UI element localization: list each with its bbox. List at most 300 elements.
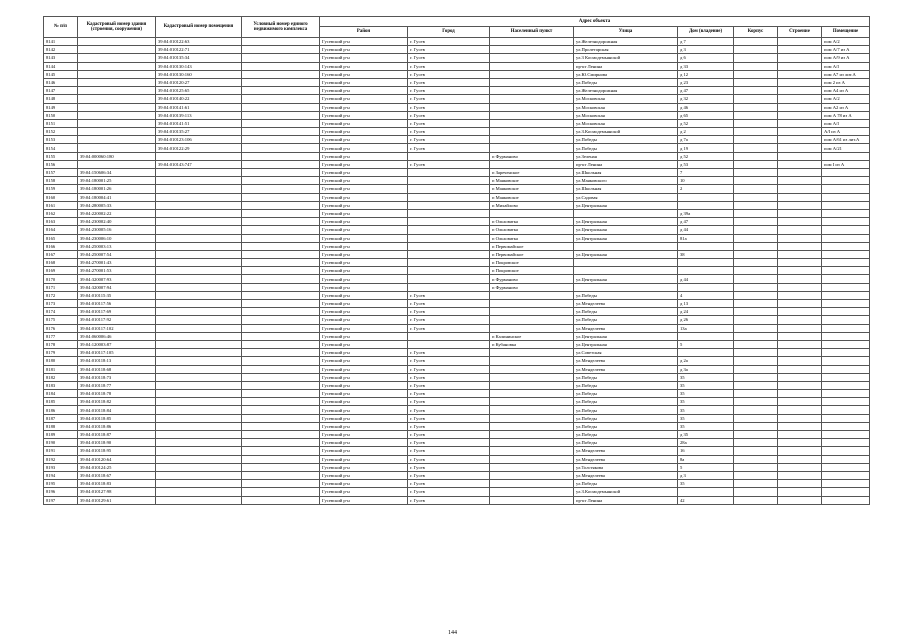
cell-row-num: 8174 (44, 308, 78, 316)
cell-premises (822, 291, 870, 299)
table-row (44, 54, 870, 62)
cell-premises-cadastral (156, 316, 242, 324)
table-row (44, 250, 870, 258)
cell-building (734, 128, 778, 136)
cell-settlement (490, 209, 574, 217)
table-row (44, 38, 870, 46)
cell-row-num: 8181 (44, 365, 78, 373)
cell-premises (822, 414, 870, 422)
cell-row-num: 8164 (44, 226, 78, 234)
table-row (44, 136, 870, 144)
cell-building (734, 308, 778, 316)
cell-building-cadastral: 39:04:180004:41 (78, 193, 156, 201)
cell-building (734, 54, 778, 62)
cell-conditional-number (242, 308, 320, 316)
cell-settlement (490, 111, 574, 119)
cell-street: ул.Победы (574, 422, 678, 430)
cell-district: Гусевский р-н (320, 87, 408, 95)
cell-premises-cadastral: 39:04:010122:63 (156, 38, 242, 46)
cell-house: д 44 (678, 226, 734, 234)
cell-city: г. Гусев (408, 111, 490, 119)
cell-settlement (490, 414, 574, 422)
table-row (44, 78, 870, 86)
cell-row-num: 8193 (44, 463, 78, 471)
cell-street: ул.Садовая (574, 193, 678, 201)
header-premises: Помещение (822, 27, 870, 38)
cell-house: д 24 (678, 308, 734, 316)
cell-city (408, 332, 490, 340)
cell-building (734, 439, 778, 447)
cell-conditional-number (242, 87, 320, 95)
cell-structure (778, 250, 822, 258)
cell-premises-cadastral (156, 349, 242, 357)
cell-district: Гусевский р-н (320, 447, 408, 455)
cell-conditional-number (242, 95, 320, 103)
cell-row-num: 8156 (44, 160, 78, 168)
cell-premises-cadastral (156, 267, 242, 275)
cell-premises-cadastral (156, 480, 242, 488)
cell-settlement (490, 95, 574, 103)
cell-row-num: 8163 (44, 218, 78, 226)
cell-building-cadastral: 39:04:220002:22 (78, 209, 156, 217)
cell-district: Гусевский р-н (320, 218, 408, 226)
cell-settlement: п Фурманово (490, 275, 574, 283)
cell-street: ул.Менделеева (574, 324, 678, 332)
cell-city (408, 193, 490, 201)
cell-conditional-number (242, 62, 320, 70)
cell-building-cadastral: 39:04:250007:54 (78, 250, 156, 258)
cell-premises-cadastral: 39:04:010143:747 (156, 160, 242, 168)
cell-conditional-number (242, 177, 320, 185)
cell-premises: пом А/2 (822, 95, 870, 103)
cell-row-num: 8173 (44, 300, 78, 308)
cell-premises (822, 185, 870, 193)
register-sheet (43, 16, 869, 505)
table-row (44, 234, 870, 242)
table-row (44, 439, 870, 447)
cell-district: Гусевский р-н (320, 471, 408, 479)
table-row (44, 398, 870, 406)
cell-premises: пом I из А (822, 160, 870, 168)
cell-building (734, 365, 778, 373)
cell-settlement: п Первомайское (490, 250, 574, 258)
cell-building (734, 70, 778, 78)
cell-building-cadastral: 39:04:010118:86 (78, 422, 156, 430)
cell-structure (778, 136, 822, 144)
cell-conditional-number (242, 259, 320, 267)
table-row (44, 414, 870, 422)
cell-premises: пом А/I (822, 119, 870, 127)
cell-house: д 23 (678, 78, 734, 86)
cell-building (734, 316, 778, 324)
table-row (44, 308, 870, 316)
cell-city: г. Гусев (408, 357, 490, 365)
cell-premises (822, 242, 870, 250)
cell-street (574, 209, 678, 217)
cell-district: Гусевский р-н (320, 234, 408, 242)
cell-structure (778, 357, 822, 365)
cell-building (734, 496, 778, 504)
cell-conditional-number (242, 70, 320, 78)
cell-house: 16 (678, 447, 734, 455)
table-row (44, 46, 870, 54)
cell-house (678, 242, 734, 250)
cell-premises-cadastral: 39:04:010141:51 (156, 119, 242, 127)
table-row (44, 406, 870, 414)
cell-city (408, 218, 490, 226)
cell-conditional-number (242, 332, 320, 340)
cell-premises-cadastral: 39:04:010141:61 (156, 103, 242, 111)
cell-building-cadastral: 39:04:060006:46 (78, 332, 156, 340)
cell-structure (778, 95, 822, 103)
cell-settlement (490, 488, 574, 496)
cell-settlement (490, 422, 574, 430)
cell-conditional-number (242, 54, 320, 62)
cell-row-num: 8161 (44, 201, 78, 209)
cell-structure (778, 406, 822, 414)
cell-street: ул.Победы (574, 431, 678, 439)
cell-settlement (490, 439, 574, 447)
table-row (44, 496, 870, 504)
cell-premises (822, 455, 870, 463)
cell-building (734, 300, 778, 308)
cell-conditional-number (242, 201, 320, 209)
cell-row-num: 8162 (44, 209, 78, 217)
cell-district: Гусевский р-н (320, 267, 408, 275)
cell-conditional-number (242, 283, 320, 291)
cell-street: ул.Победы (574, 316, 678, 324)
cell-structure (778, 193, 822, 201)
cell-building (734, 283, 778, 291)
cell-premises-cadastral: 39:04:010120:27 (156, 78, 242, 86)
cell-building (734, 422, 778, 430)
cell-conditional-number (242, 431, 320, 439)
header-settlement: Населенный пункт (490, 27, 574, 38)
cell-street: ул.Школьная (574, 185, 678, 193)
cell-building-cadastral: 39:04:010118:85 (78, 414, 156, 422)
cell-premises-cadastral: 39:04:010135:34 (156, 54, 242, 62)
cell-district: Гусевский р-н (320, 488, 408, 496)
cell-city: г. Гусев (408, 54, 490, 62)
cell-premises (822, 357, 870, 365)
cell-structure (778, 496, 822, 504)
cell-building (734, 136, 778, 144)
cell-conditional-number (242, 300, 320, 308)
cell-building (734, 332, 778, 340)
cell-conditional-number (242, 398, 320, 406)
cell-district: Гусевский р-н (320, 226, 408, 234)
cell-settlement (490, 455, 574, 463)
cell-settlement: п Михайлово (490, 201, 574, 209)
cell-structure (778, 390, 822, 398)
cell-district: Гусевский р-н (320, 340, 408, 348)
cell-settlement (490, 38, 574, 46)
cell-district: Гусевский р-н (320, 111, 408, 119)
cell-house: 35 (678, 406, 734, 414)
cell-building (734, 193, 778, 201)
cell-structure (778, 54, 822, 62)
cell-building (734, 62, 778, 70)
cell-building-cadastral: 39:04:230005:16 (78, 226, 156, 234)
cell-settlement (490, 46, 574, 54)
cell-conditional-number (242, 136, 320, 144)
cell-settlement: п Кубановка (490, 340, 574, 348)
cell-structure (778, 308, 822, 316)
cell-settlement: п Ольховатка (490, 226, 574, 234)
cell-district: Гусевский р-н (320, 185, 408, 193)
cell-row-num: 8182 (44, 373, 78, 381)
table-row (44, 160, 870, 168)
cell-premises: пом А/I (822, 62, 870, 70)
cell-row-num: 8159 (44, 185, 78, 193)
cell-settlement (490, 406, 574, 414)
cell-premises (822, 283, 870, 291)
cell-city: г. Гусев (408, 414, 490, 422)
cell-house: д 19 (678, 144, 734, 152)
cell-street: ул.Победы (574, 439, 678, 447)
cell-premises (822, 324, 870, 332)
cell-premises (822, 471, 870, 479)
cell-building (734, 218, 778, 226)
cell-street: ул.Московская (574, 103, 678, 111)
cell-city: г. Гусев (408, 390, 490, 398)
cell-premises-cadastral (156, 340, 242, 348)
cell-house: 81а (678, 234, 734, 242)
cell-building-cadastral: 39:04:010118:87 (78, 431, 156, 439)
cell-premises (822, 332, 870, 340)
cell-structure (778, 169, 822, 177)
cell-street: ул.Зеленая (574, 152, 678, 160)
cell-premises (822, 422, 870, 430)
cell-premises-cadastral (156, 201, 242, 209)
cell-city: г. Гусев (408, 381, 490, 389)
cell-structure (778, 103, 822, 111)
cell-city (408, 209, 490, 217)
cell-house: д 6 (678, 54, 734, 62)
cell-premises (822, 365, 870, 373)
cell-conditional-number (242, 144, 320, 152)
cell-premises (822, 152, 870, 160)
cell-row-num: 8180 (44, 357, 78, 365)
cell-row-num: 8186 (44, 406, 78, 414)
cell-street: ул.З.Космодемьянской (574, 128, 678, 136)
cell-conditional-number (242, 488, 320, 496)
cell-district: Гусевский р-н (320, 169, 408, 177)
cell-row-num: 8170 (44, 275, 78, 283)
cell-conditional-number (242, 439, 320, 447)
cell-house: д 2а (678, 357, 734, 365)
cell-structure (778, 439, 822, 447)
cell-premises (822, 177, 870, 185)
cell-structure (778, 349, 822, 357)
cell-city: г. Гусев (408, 300, 490, 308)
cell-building (734, 488, 778, 496)
cell-district: Гусевский р-н (320, 128, 408, 136)
cell-district: Гусевский р-н (320, 324, 408, 332)
cell-city: г. Гусев (408, 488, 490, 496)
cell-house: д 2 (678, 128, 734, 136)
cell-street (574, 267, 678, 275)
table-row (44, 488, 870, 496)
cell-city (408, 283, 490, 291)
cell-settlement (490, 480, 574, 488)
cell-building (734, 340, 778, 348)
cell-street: ул.Победы (574, 291, 678, 299)
cell-premises (822, 169, 870, 177)
cell-building (734, 250, 778, 258)
cell-street: ул.Железнодорожная (574, 87, 678, 95)
cell-building (734, 144, 778, 152)
cell-house: д 44 (678, 275, 734, 283)
cell-conditional-number (242, 471, 320, 479)
cell-settlement (490, 103, 574, 111)
cell-building-cadastral (78, 95, 156, 103)
cell-building (734, 324, 778, 332)
cell-city: г. Гусев (408, 406, 490, 414)
table-row (44, 291, 870, 299)
cell-district: Гусевский р-н (320, 439, 408, 447)
cell-structure (778, 144, 822, 152)
cell-premises-cadastral (156, 398, 242, 406)
cell-conditional-number (242, 250, 320, 258)
cell-city: г. Гусев (408, 62, 490, 70)
cell-building-cadastral: 39:04:270001:43 (78, 259, 156, 267)
cell-street (574, 259, 678, 267)
cell-conditional-number (242, 218, 320, 226)
cell-building (734, 152, 778, 160)
cell-house: д 53 (678, 160, 734, 168)
cell-street: ул.Московская (574, 119, 678, 127)
cell-row-num: 8166 (44, 242, 78, 250)
cell-building (734, 463, 778, 471)
cell-building-cadastral (78, 111, 156, 119)
cell-conditional-number (242, 185, 320, 193)
cell-row-num: 8157 (44, 169, 78, 177)
cell-district: Гусевский р-н (320, 431, 408, 439)
cell-premises (822, 308, 870, 316)
cell-building (734, 78, 778, 86)
cell-premises-cadastral: 39:04:010123:106 (156, 136, 242, 144)
cell-structure (778, 332, 822, 340)
cell-premises-cadastral (156, 177, 242, 185)
cell-settlement (490, 119, 574, 127)
cell-street: ул.Менделеева (574, 357, 678, 365)
cell-settlement (490, 381, 574, 389)
cell-settlement: п Первомайское (490, 242, 574, 250)
cell-house: 8а (678, 455, 734, 463)
cell-conditional-number (242, 349, 320, 357)
cell-settlement: п Маяковское (490, 193, 574, 201)
cell-structure (778, 226, 822, 234)
cell-district: Гусевский р-н (320, 54, 408, 62)
cell-house (678, 283, 734, 291)
cell-premises (822, 390, 870, 398)
cell-building-cadastral: 39:04:010118:77 (78, 381, 156, 389)
cell-structure (778, 365, 822, 373)
cell-city: г. Гусев (408, 46, 490, 54)
cell-building (734, 160, 778, 168)
cell-city (408, 226, 490, 234)
cell-house: 38 (678, 250, 734, 258)
cell-building (734, 242, 778, 250)
cell-street: пр-кт Ленина (574, 62, 678, 70)
cell-street: ул.Победы (574, 136, 678, 144)
cell-settlement: п Маяковское (490, 177, 574, 185)
cell-city: г. Гусев (408, 87, 490, 95)
table-row (44, 193, 870, 201)
cell-conditional-number (242, 422, 320, 430)
cell-district: Гусевский р-н (320, 103, 408, 111)
cell-conditional-number (242, 234, 320, 242)
cell-district: Гусевский р-н (320, 95, 408, 103)
cell-premises-cadastral (156, 218, 242, 226)
cell-house (678, 193, 734, 201)
cell-building (734, 46, 778, 54)
cell-district: Гусевский р-н (320, 177, 408, 185)
cell-house: 5 (678, 463, 734, 471)
cell-row-num: 8151 (44, 119, 78, 127)
cell-district: Гусевский р-н (320, 275, 408, 283)
cell-conditional-number (242, 267, 320, 275)
cell-building-cadastral: 39:04:230006:10 (78, 234, 156, 242)
cell-premises (822, 447, 870, 455)
cell-conditional-number (242, 111, 320, 119)
header-city: Город (408, 27, 490, 38)
cell-conditional-number (242, 480, 320, 488)
cell-row-num: 8148 (44, 95, 78, 103)
cell-structure (778, 340, 822, 348)
cell-structure (778, 300, 822, 308)
cell-settlement: п Покровское (490, 267, 574, 275)
cell-row-num: 8150 (44, 111, 78, 119)
cell-premises (822, 316, 870, 324)
cell-premises-cadastral: 39:04:010130:143 (156, 62, 242, 70)
cell-premises (822, 431, 870, 439)
cell-premises-cadastral: 39:04:010122:29 (156, 144, 242, 152)
cell-city: г. Гусев (408, 471, 490, 479)
cell-house: 35 (678, 422, 734, 430)
cell-row-num: 8154 (44, 144, 78, 152)
cell-house: 13а (678, 324, 734, 332)
cell-building-cadastral: 39:04:180001:26 (78, 185, 156, 193)
cell-premises-cadastral (156, 414, 242, 422)
cell-structure (778, 201, 822, 209)
cell-settlement (490, 62, 574, 70)
cell-building (734, 87, 778, 95)
cell-structure (778, 234, 822, 242)
cell-house: д 65 (678, 111, 734, 119)
cell-street: ул.Железнодорожная (574, 38, 678, 46)
cell-house (678, 488, 734, 496)
cell-street: пр-кт Ленина (574, 496, 678, 504)
cell-settlement: п Калининское (490, 332, 574, 340)
cell-house: д 46 (678, 103, 734, 111)
cell-city: г. Гусев (408, 160, 490, 168)
cell-conditional-number (242, 128, 320, 136)
cell-premises: пом А/9 из А (822, 54, 870, 62)
cell-city (408, 242, 490, 250)
cell-house (678, 259, 734, 267)
cell-street: ул.Менделеева (574, 447, 678, 455)
cell-district: Гусевский р-н (320, 390, 408, 398)
cell-city: г. Гусев (408, 439, 490, 447)
cell-district: Гусевский р-н (320, 144, 408, 152)
cell-district: Гусевский р-н (320, 414, 408, 422)
cell-premises-cadastral (156, 390, 242, 398)
table-row (44, 324, 870, 332)
table-row (44, 316, 870, 324)
cell-row-num: 8187 (44, 414, 78, 422)
